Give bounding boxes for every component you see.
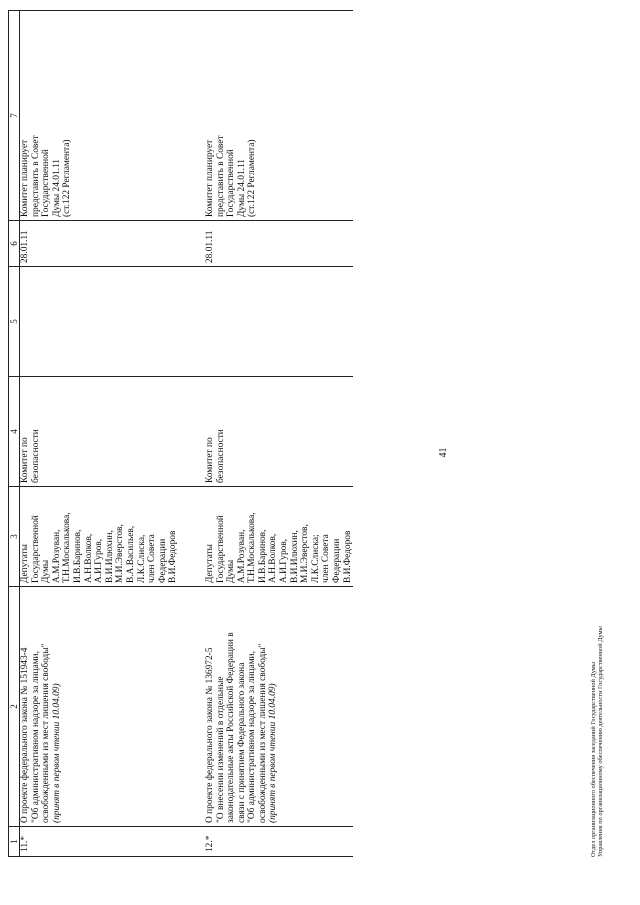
page-number: 41 [438, 447, 449, 458]
row-number: 12.* [205, 827, 353, 857]
column-number: 5 [9, 267, 20, 377]
table-row [20, 11, 179, 857]
column-number: 2 [9, 587, 20, 827]
column-number-row [9, 11, 20, 857]
column-number: 7 [9, 11, 20, 221]
row-number: 11.* [20, 827, 179, 857]
table-row [205, 11, 353, 857]
review-date: 28.01.11 [20, 221, 179, 267]
column-5-cell [20, 267, 179, 377]
reading-status: (принят в первом чтении 10.04.09) [268, 683, 279, 823]
reading-status: (принят в первом чтении 10.04.09) [51, 683, 62, 823]
column-number: 4 [9, 377, 20, 487]
bill-title: О проекте федерального закона № 136972-5 [204, 647, 215, 823]
bill-description [205, 587, 353, 827]
bill-description [20, 587, 179, 827]
bills-table [8, 10, 353, 857]
column-5-cell [205, 267, 353, 377]
committee-note: Комитет планирует представить в Совет Государственной Думы 24.01.11 (ст.122 Регламента) [20, 11, 179, 221]
footer-department: Отдел организационного обеспечения заседаний Государственной Думы [590, 662, 597, 857]
responsible-committee: Комитет по безопасности [20, 377, 179, 487]
committee-note: Комитет планирует представить в Совет Государственной Думы 24.01.11 (ст.122 Регламента) [205, 11, 353, 221]
row-spacer [179, 11, 205, 857]
column-number: 3 [9, 487, 20, 587]
column-number: 1 [9, 827, 20, 857]
bill-subtitle: "О внесении изменений в отдельные законодательные акты Российской Федерации в связи с принятием Федерального закона "Об административном надзоре за лицами, освобожденными из мест лишения свободы" [215, 632, 268, 823]
footer-administration: Управления по организационному обеспечению деятельности Государственной Думы [597, 626, 605, 857]
column-number: 6 [9, 221, 20, 267]
bill-title: О проекте федерального закона № 151943-4 [20, 647, 30, 823]
review-date: 28.01.11 [205, 221, 353, 267]
bill-subtitle: "Об административном надзоре за лицами, освобожденными из мест лишения свободы" [30, 643, 52, 823]
bill-authors: Депутаты Государственной Думы А.М.Розуван, Т.Н.Москалькова, И.В.Баринов, А.Н.Волков, А.И.Гуров, В.И.Илюхин, М.И.Эверстов, Л.К.Слиска; член Совета Федерации В.И.Федоров [205, 487, 353, 587]
bill-authors: Депутаты Государственной Думы А.М.Розуван, Т.Н.Москалькова, И.В.Баринов, А.Н.Волков, А.И.Гуров, В.И.Илюхин, М.И.Эверстов, В.А.Васильев, Л.К.Слиска, член Совета Федерации В.И.Федоров [20, 487, 179, 587]
responsible-committee: Комитет по безопасности [205, 377, 353, 487]
document-footer [590, 626, 605, 857]
